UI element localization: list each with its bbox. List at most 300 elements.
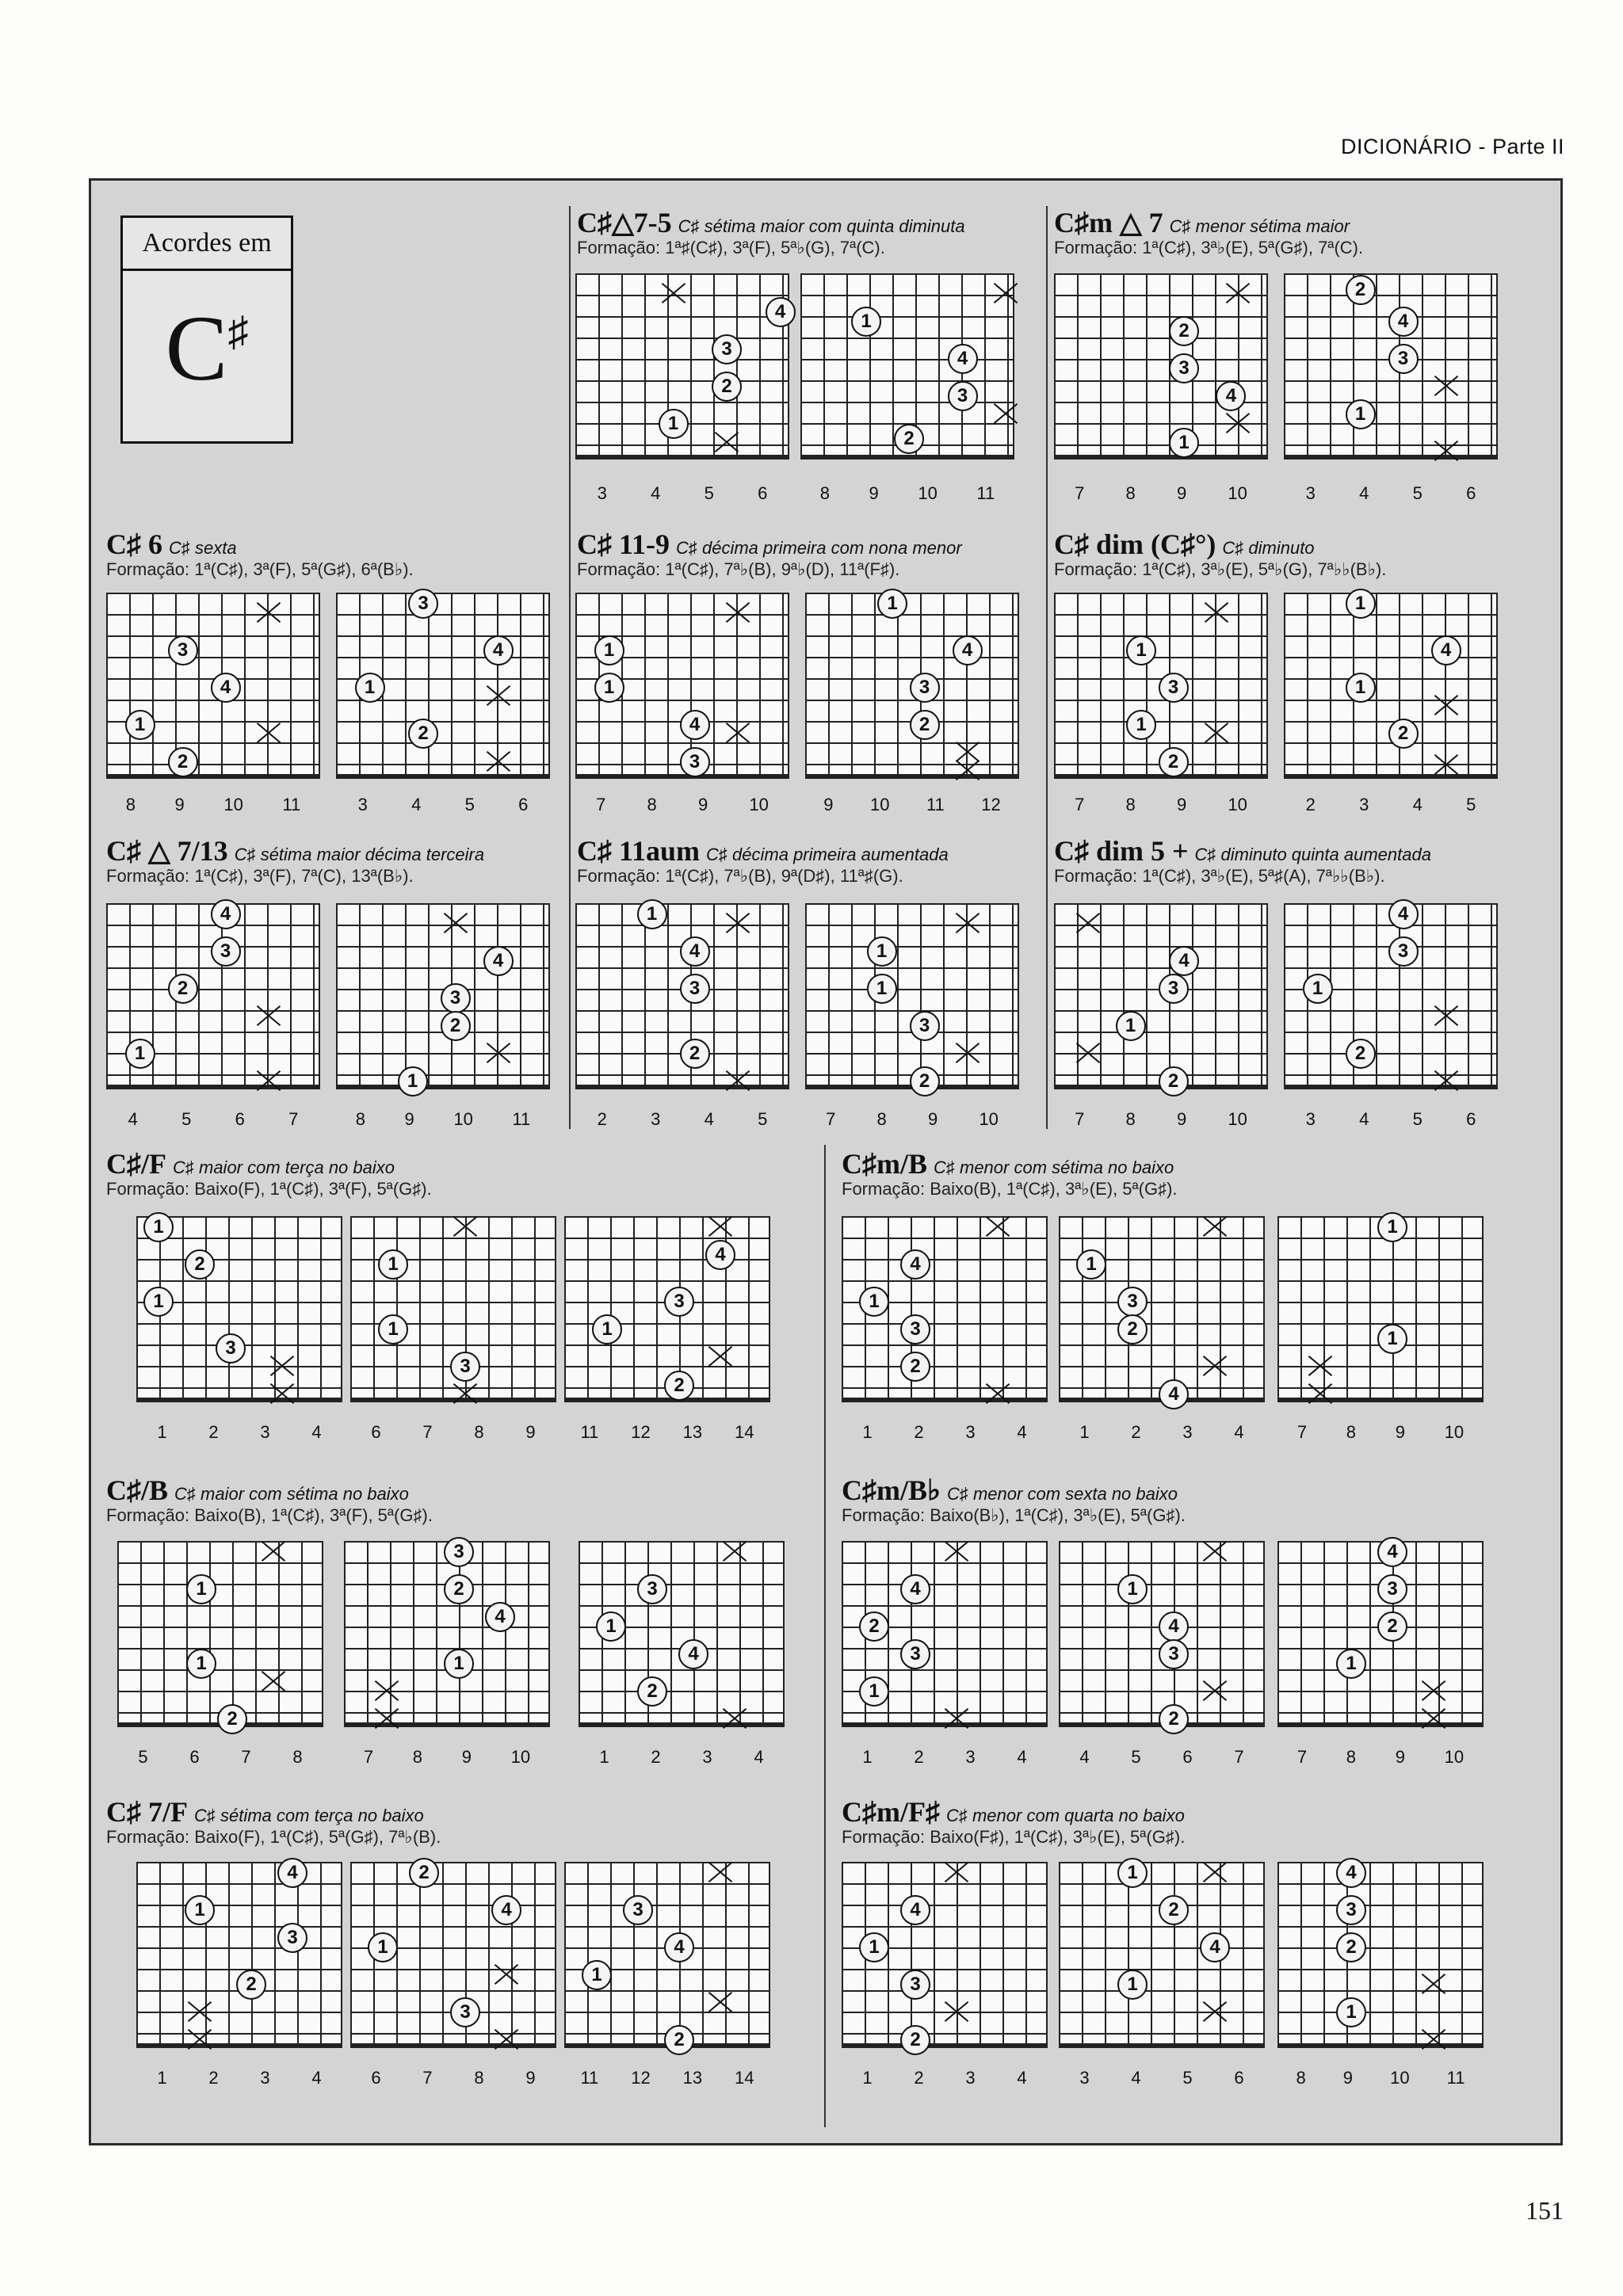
- fretboard-diagram: [336, 593, 550, 779]
- fret-nut: [338, 774, 548, 779]
- fretboard-diagram: [1054, 903, 1268, 1093]
- fret-number: 8: [474, 2068, 484, 2088]
- fret-number: 9: [823, 795, 834, 814]
- finger-marker: 1: [582, 1960, 612, 1990]
- fret-numbers: [842, 1422, 1048, 1443]
- chord-title: [1054, 208, 1350, 242]
- fretboard-diagram: [1054, 273, 1268, 460]
- fret-number: 6: [189, 1747, 200, 1767]
- finger-marker: 1: [186, 1649, 216, 1679]
- chord-name: C♯ 7/F: [106, 1796, 188, 1828]
- muted-string-icon: [1433, 1003, 1460, 1030]
- fret-number: 10: [453, 1109, 473, 1129]
- finger-marker: 4: [1216, 381, 1246, 411]
- fret-numbers: [336, 1109, 550, 1130]
- finger-marker: 2: [1159, 1895, 1189, 1925]
- fret-nut: [338, 1085, 548, 1089]
- finger-marker: 4: [900, 1574, 930, 1604]
- muted-string-icon: [724, 720, 751, 747]
- fret-numbers: [800, 483, 1014, 504]
- fret-number: 3: [1359, 795, 1369, 814]
- chord-name: C♯ 11aum: [577, 835, 701, 867]
- fret-number: 10: [979, 1109, 999, 1129]
- fret-number: 5: [138, 1747, 148, 1767]
- finger-marker: 4: [211, 673, 241, 703]
- fret-number: 10: [1228, 483, 1247, 503]
- finger-marker: 2: [444, 1574, 474, 1604]
- finger-marker: 1: [444, 1649, 474, 1679]
- finger-marker: 2: [894, 424, 924, 454]
- finger-marker: 1: [125, 710, 155, 740]
- fret-number: 10: [510, 1747, 531, 1767]
- fret-numbers: [1277, 1422, 1484, 1443]
- fretboard-diagram: [805, 593, 1019, 779]
- finger-marker: 4: [1431, 635, 1461, 666]
- chord-description: C♯ diminuto quinta aumentada: [1194, 845, 1431, 864]
- chord-title: [1054, 529, 1315, 563]
- finger-marker: 3: [948, 381, 978, 411]
- fret-number: 1: [862, 2068, 873, 2088]
- muted-string-icon: [493, 2027, 520, 2054]
- muted-string-icon: [1307, 1381, 1334, 1408]
- fret-number: 2: [914, 2068, 924, 2088]
- fret-number: 1: [862, 1747, 873, 1767]
- muted-string-icon: [707, 1214, 734, 1241]
- chord-description: C♯ sexta: [169, 538, 237, 558]
- chord-name: C♯ dim 5 +: [1054, 835, 1189, 867]
- muted-string-icon: [992, 280, 1019, 307]
- finger-marker: 1: [594, 673, 624, 703]
- fret-number: 7: [1296, 1422, 1308, 1442]
- fret-number: 7: [1234, 1747, 1244, 1767]
- finger-marker: 1: [867, 974, 897, 1004]
- muted-string-icon: [660, 280, 687, 307]
- title-box: [120, 215, 293, 444]
- finger-marker: 4: [491, 1895, 521, 1925]
- muted-string-icon: [1075, 910, 1102, 937]
- fret-number: 7: [826, 1109, 836, 1129]
- finger-marker: 3: [623, 1895, 653, 1925]
- finger-marker: 1: [1336, 1997, 1366, 2027]
- fret-number: 9: [869, 483, 879, 503]
- finger-marker: 1: [1076, 1249, 1106, 1280]
- fret-number: 6: [1466, 1109, 1476, 1129]
- fret-number: 5: [181, 1109, 192, 1129]
- fret-number: 6: [371, 1422, 381, 1442]
- chord-description: C♯ menor com sexta no baixo: [946, 1484, 1178, 1504]
- finger-marker: 2: [1388, 719, 1419, 749]
- fret-number: 7: [1075, 483, 1085, 503]
- fret-number: 3: [597, 483, 607, 503]
- fret-number: 5: [704, 483, 714, 503]
- muted-string-icon: [1201, 1678, 1228, 1705]
- muted-string-icon: [1433, 752, 1460, 779]
- finger-marker: 4: [900, 1895, 930, 1925]
- chord-name: C♯m/B♭: [842, 1474, 941, 1506]
- fret-nut: [843, 2043, 1046, 2048]
- fret-number: 8: [1296, 2068, 1306, 2088]
- chord-name: C♯ △ 7/13: [106, 835, 228, 867]
- chord-formation: Formação: 1ª(C♯), 7ª♭(B), 9ª(D♯), 11ª♯(G).: [577, 866, 903, 886]
- fret-numbers: [1284, 795, 1498, 815]
- fretboard-diagram: [579, 1541, 785, 1727]
- chord-title: [106, 529, 237, 563]
- finger-marker: 3: [408, 589, 438, 619]
- finger-marker: 4: [1169, 946, 1199, 976]
- fret-number: 6: [235, 1109, 245, 1129]
- fretboard-diagram: [1059, 1862, 1265, 2048]
- fret-number: 4: [311, 1422, 322, 1442]
- muted-string-icon: [485, 1040, 512, 1067]
- fretboard-diagram: [564, 1216, 770, 1402]
- muted-string-icon: [485, 749, 512, 776]
- fret-numbers: [136, 1422, 342, 1443]
- finger-marker: 2: [1117, 1314, 1148, 1344]
- fret-number: 3: [357, 795, 368, 814]
- finger-marker: 4: [1388, 307, 1419, 337]
- muted-string-icon: [260, 1539, 287, 1566]
- muted-string-icon: [373, 1706, 400, 1733]
- fret-nut: [1060, 2043, 1263, 2048]
- fret-nut: [352, 2043, 555, 2048]
- finger-marker: 1: [1377, 1324, 1407, 1354]
- chord-formation: Formação: Baixo(B), 1ª(C♯), 3ª(F), 5ª(G♯).: [106, 1505, 433, 1525]
- fret-number: 4: [128, 1109, 138, 1129]
- fretboard-diagram: [842, 1216, 1048, 1402]
- fret-numbers: [1059, 1747, 1265, 1768]
- finger-marker: 3: [900, 1639, 930, 1669]
- chord-name: C♯/F: [106, 1148, 166, 1180]
- muted-string-icon: [269, 1353, 296, 1380]
- fret-nut: [577, 774, 788, 779]
- muted-string-icon: [186, 2027, 213, 2054]
- fret-number: 12: [631, 2068, 651, 2088]
- fretboard-diagram: [575, 593, 789, 779]
- finger-marker: 1: [378, 1314, 408, 1344]
- finger-marker: 2: [1336, 1932, 1366, 1962]
- chord-formation: Formação: 1ª(C♯), 3ª♭(E), 5ª♯(A), 7ª♭♭(B♭).: [1054, 866, 1385, 886]
- fret-number: 7: [422, 1422, 433, 1442]
- muted-string-icon: [707, 1859, 734, 1886]
- fret-number: 4: [1079, 1747, 1090, 1767]
- fret-number: 13: [682, 1422, 703, 1442]
- chord-name: C♯△7-5: [577, 207, 672, 238]
- section-header: DICIONÁRIO - Parte II: [1340, 135, 1564, 158]
- fret-number: 4: [1412, 795, 1423, 814]
- muted-string-icon: [724, 1068, 751, 1095]
- fret-number: 2: [208, 2068, 219, 2088]
- fret-number: 8: [819, 483, 831, 503]
- fretboard-diagram: [1284, 273, 1498, 460]
- fret-number: 11: [282, 795, 301, 814]
- finger-marker: 1: [859, 1676, 889, 1707]
- finger-marker: 3: [1377, 1574, 1407, 1604]
- muted-string-icon: [721, 1706, 748, 1733]
- finger-marker: 3: [450, 1352, 480, 1382]
- chord-name: C♯ dim (C♯°): [1054, 528, 1216, 560]
- chord-title: [577, 208, 965, 242]
- fret-numbers: [1054, 795, 1268, 815]
- fret-number: 3: [260, 1422, 270, 1442]
- fret-number: 5: [1182, 2068, 1193, 2088]
- finger-marker: 1: [143, 1287, 174, 1317]
- muted-string-icon: [1203, 600, 1230, 627]
- fret-number: 4: [1359, 483, 1369, 503]
- fret-numbers: [117, 1747, 323, 1768]
- title-label: Acordes em: [123, 218, 291, 271]
- chord-description: C♯ maior com sétima no baixo: [174, 1484, 409, 1504]
- finger-marker: 1: [186, 1574, 216, 1604]
- fret-number: 3: [965, 2068, 976, 2088]
- chord-description: C♯ décima primeira com nona menor: [676, 538, 962, 558]
- finger-marker: 1: [859, 1287, 889, 1317]
- fret-nut: [138, 2043, 341, 2048]
- finger-marker: 3: [1159, 1639, 1189, 1669]
- fret-number: 2: [208, 1422, 219, 1442]
- muted-string-icon: [1420, 1678, 1447, 1705]
- fret-number: 9: [1176, 1109, 1187, 1129]
- muted-string-icon: [452, 1381, 479, 1408]
- finger-marker: 3: [441, 983, 471, 1013]
- fret-number: 10: [1390, 2068, 1410, 2088]
- finger-marker: 1: [859, 1932, 889, 1962]
- fret-numbers: [344, 1747, 550, 1768]
- fret-numbers: [564, 1422, 770, 1443]
- finger-marker: 3: [444, 1537, 474, 1567]
- finger-marker: 3: [216, 1333, 246, 1363]
- finger-marker: 4: [485, 1602, 515, 1632]
- finger-marker: 4: [678, 1639, 708, 1669]
- fret-number: 11: [976, 483, 995, 503]
- muted-string-icon: [186, 1999, 213, 2026]
- fret-number: 13: [682, 2068, 703, 2088]
- fret-number: 7: [596, 795, 606, 814]
- finger-marker: 1: [596, 1611, 626, 1642]
- finger-marker: 3: [637, 1574, 667, 1604]
- fret-number: 2: [914, 1422, 924, 1442]
- fret-nut: [843, 1398, 1046, 1402]
- fret-number: 9: [1395, 1747, 1405, 1767]
- muted-string-icon: [1224, 280, 1251, 307]
- finger-marker: 3: [1117, 1287, 1148, 1317]
- fret-number: 4: [704, 1109, 714, 1129]
- divider-v1: [569, 206, 571, 1129]
- fret-number: 9: [525, 2068, 536, 2088]
- finger-marker: 4: [1159, 1379, 1189, 1409]
- muted-string-icon: [724, 600, 751, 627]
- chord-title: [1054, 836, 1431, 870]
- muted-string-icon: [943, 1999, 970, 2026]
- title-key: [123, 295, 291, 402]
- fret-number: 8: [412, 1747, 423, 1767]
- muted-string-icon: [1201, 1539, 1228, 1566]
- fret-number: 1: [862, 1422, 873, 1442]
- fret-number: 1: [1079, 1422, 1090, 1442]
- finger-marker: 1: [1346, 673, 1376, 703]
- fret-number: 3: [702, 1747, 712, 1767]
- fret-numbers: [575, 795, 789, 815]
- fret-number: 1: [157, 2068, 167, 2088]
- finger-marker: 3: [1159, 673, 1189, 703]
- chord-formation: Formação: 1ª(C♯), 3ª♭(E), 5ª♭(G), 7ª♭♭(B♭).: [1054, 559, 1387, 579]
- fretboard-diagram: [350, 1216, 556, 1402]
- fret-number: 4: [1359, 1109, 1369, 1129]
- muted-string-icon: [954, 1040, 981, 1067]
- fretboard-diagram: [1054, 593, 1268, 779]
- fret-number: 1: [157, 1422, 167, 1442]
- fret-number: 8: [125, 795, 136, 814]
- fret-numbers: [1277, 2068, 1484, 2088]
- fret-number: 10: [1444, 1747, 1465, 1767]
- fret-number: 3: [1182, 1422, 1193, 1442]
- fret-number: 14: [735, 1422, 754, 1442]
- chord-description: C♯ sétima maior décima terceira: [234, 845, 485, 864]
- fret-number: 8: [1125, 483, 1136, 503]
- title-key-accidental: ♯: [227, 310, 249, 355]
- muted-string-icon: [493, 1962, 520, 1989]
- finger-marker: 1: [1346, 589, 1376, 619]
- fret-number: 2: [651, 1747, 661, 1767]
- fret-number: 8: [876, 1109, 887, 1129]
- divider-v2: [1046, 206, 1048, 1129]
- fret-number: 9: [461, 1747, 472, 1767]
- finger-marker: 2: [441, 1011, 471, 1041]
- chord-formation: Formação: Baixo(B), 1ª(C♯), 3ª♭(E), 5ª(G♯).: [842, 1179, 1178, 1199]
- finger-marker: 2: [1159, 747, 1189, 777]
- finger-marker: 2: [409, 1858, 439, 1888]
- finger-marker: 2: [1346, 1039, 1376, 1069]
- chord-formation: Formação: 1ª(C♯), 3ª♭(E), 5ª(G♯), 7ª(C).: [1054, 238, 1364, 257]
- finger-marker: 2: [712, 372, 742, 402]
- fret-number: 7: [288, 1109, 299, 1129]
- muted-string-icon: [992, 401, 1019, 428]
- fretboard-diagram: [1277, 1862, 1484, 2048]
- chord-name: C♯m/F♯: [842, 1796, 940, 1828]
- finger-marker: 4: [664, 1932, 694, 1962]
- muted-string-icon: [943, 1859, 970, 1886]
- fret-nut: [1279, 2043, 1482, 2048]
- finger-marker: 3: [211, 936, 241, 967]
- fret-number: 4: [1017, 1422, 1027, 1442]
- muted-string-icon: [954, 757, 981, 784]
- fret-number: 4: [754, 1747, 764, 1767]
- muted-string-icon: [943, 1539, 970, 1566]
- finger-marker: 1: [659, 409, 689, 439]
- fret-number: 5: [1412, 1109, 1423, 1129]
- fret-nut: [1285, 774, 1496, 779]
- fret-numbers: [350, 1422, 556, 1443]
- fret-number: 9: [1176, 483, 1187, 503]
- fretboard-diagram: [1277, 1216, 1484, 1402]
- finger-marker: 4: [1200, 1932, 1230, 1962]
- fretboard-diagram: [136, 1862, 342, 2048]
- muted-string-icon: [721, 1539, 748, 1566]
- finger-marker: 3: [450, 1997, 480, 2027]
- fret-number: 9: [525, 1422, 536, 1442]
- chord-name: C♯ 11-9: [577, 528, 670, 560]
- finger-marker: 2: [1169, 316, 1199, 346]
- fret-nut: [1285, 1085, 1496, 1089]
- finger-marker: 2: [1377, 1611, 1407, 1642]
- finger-marker: 2: [910, 710, 940, 740]
- finger-marker: 3: [910, 1011, 940, 1041]
- muted-string-icon: [713, 429, 740, 456]
- finger-marker: 3: [1159, 974, 1189, 1004]
- fretboard-diagram: [344, 1541, 550, 1727]
- fret-number: 8: [1125, 1109, 1136, 1129]
- chord-formation: Formação: Baixo(F♯), 1ª(C♯), 3ª♭(E), 5ª(G♯).: [842, 1827, 1186, 1847]
- fret-number: 8: [1125, 795, 1136, 814]
- fret-number: 3: [965, 1747, 976, 1767]
- muted-string-icon: [1433, 692, 1460, 719]
- fretboard-diagram: [564, 1862, 770, 2051]
- muted-string-icon: [255, 720, 282, 747]
- chord-name: C♯m △ 7: [1054, 207, 1163, 238]
- fret-number: 10: [869, 795, 890, 814]
- fret-number: 11: [580, 1422, 599, 1442]
- chord-name: C♯/B: [106, 1474, 169, 1506]
- fret-numbers: [842, 1747, 1048, 1768]
- chord-title: [842, 1797, 1185, 1831]
- fret-number: 3: [1079, 2068, 1090, 2088]
- finger-marker: 3: [900, 1970, 930, 2000]
- finger-marker: 2: [168, 747, 198, 777]
- page-number: 151: [1526, 2196, 1564, 2225]
- finger-marker: 1: [1117, 1970, 1148, 2000]
- muted-string-icon: [1307, 1353, 1334, 1380]
- finger-marker: 2: [900, 2025, 930, 2055]
- fret-nut: [108, 774, 319, 779]
- finger-marker: 4: [211, 899, 241, 929]
- fret-number: 3: [260, 2068, 270, 2088]
- fret-number: 2: [1305, 795, 1316, 814]
- fret-nut: [1285, 455, 1496, 460]
- fret-number: 11: [1446, 2068, 1465, 2088]
- finger-marker: 1: [355, 673, 385, 703]
- muted-string-icon: [442, 910, 469, 937]
- finger-marker: 1: [1126, 635, 1156, 666]
- finger-marker: 1: [1117, 1858, 1148, 1888]
- fret-number: 9: [404, 1109, 414, 1129]
- muted-string-icon: [1433, 438, 1460, 465]
- muted-string-icon: [943, 1706, 970, 1733]
- fret-numbers: [106, 1109, 320, 1130]
- chord-title: [577, 529, 962, 563]
- muted-string-icon: [269, 1381, 296, 1408]
- finger-marker: 3: [680, 747, 710, 777]
- finger-marker: 3: [1388, 344, 1419, 374]
- fret-number: 7: [1296, 1747, 1308, 1767]
- finger-marker: 1: [1117, 1574, 1148, 1604]
- fret-number: 9: [927, 1109, 938, 1129]
- fretboard-diagram: [106, 903, 320, 1089]
- fret-numbers: [805, 795, 1019, 815]
- finger-marker: 1: [378, 1249, 408, 1280]
- fret-numbers: [1277, 1747, 1484, 1768]
- fret-numbers: [106, 795, 320, 815]
- fret-number: 2: [597, 1109, 607, 1129]
- finger-marker: 4: [1159, 1611, 1189, 1642]
- finger-marker: 1: [1346, 399, 1376, 429]
- finger-marker: 1: [143, 1212, 174, 1242]
- fret-number: 12: [981, 795, 1001, 814]
- muted-string-icon: [1201, 1214, 1228, 1241]
- finger-marker: 2: [185, 1249, 215, 1280]
- fret-number: 9: [697, 795, 708, 814]
- fretboard-diagram: [1059, 1216, 1265, 1405]
- fret-number: 4: [1017, 1747, 1027, 1767]
- finger-marker: 2: [900, 1352, 930, 1382]
